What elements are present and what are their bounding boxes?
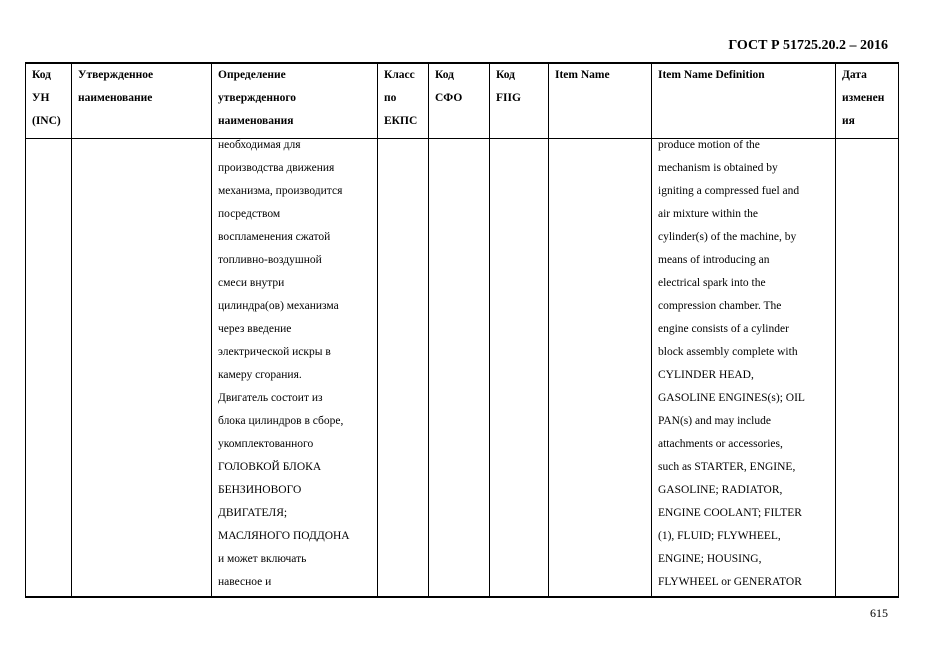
definition-en-line: GASOLINE ENGINES(s); OIL — [658, 392, 805, 404]
col-header-fiig-code — [490, 63, 549, 139]
cell-item-name-definition — [652, 139, 836, 598]
definition-en-line: air mixture within the — [658, 208, 758, 220]
header-line: Item Name — [555, 69, 610, 81]
col-header-class-ekps — [378, 63, 429, 139]
definition-ru-line: БЕНЗИНОВОГО — [218, 484, 302, 496]
definition-ru-line: блока цилиндров в сборе, — [218, 415, 344, 427]
definition-en-line: attachments or accessories, — [658, 438, 783, 450]
definition-ru-line: воспламенения сжатой — [218, 231, 331, 243]
cell-item-name — [549, 139, 652, 598]
definition-ru-line: ДВИГАТЕЛЯ; — [218, 507, 288, 519]
definition-ru-line: и может включать — [218, 553, 307, 565]
header-line: Код — [32, 69, 52, 81]
definition-ru-line: цилиндра(ов) механизма — [218, 300, 339, 312]
header-line: по — [384, 92, 397, 104]
cell-approved-name — [72, 139, 212, 598]
header-line: Дата — [842, 69, 867, 81]
definition-en-line: ENGINE; HOUSING, — [658, 553, 762, 565]
header-line: изменен — [842, 92, 885, 104]
header-line: наименования — [218, 115, 294, 127]
definition-ru-line: смеси внутри — [218, 277, 285, 289]
col-header-inc — [26, 63, 72, 139]
definition-ru-line: электрической искры в — [218, 346, 331, 358]
definition-en-line: FLYWHEEL or GENERATOR — [658, 576, 802, 588]
definition-en-line: electrical spark into the — [658, 277, 766, 289]
definition-ru-line: через введение — [218, 323, 292, 335]
cell-class-ekps — [378, 139, 429, 598]
definition-ru-line: камеру сгорания. — [218, 369, 302, 381]
cell-sfo-code — [429, 139, 490, 598]
table-header-row — [26, 63, 899, 139]
definition-en-line: mechanism is obtained by — [658, 162, 778, 174]
definition-en-line: produce motion of the — [658, 139, 760, 151]
header-line: ЕКПС — [384, 115, 418, 127]
header-line: ия — [842, 115, 855, 127]
definition-ru-line: МАСЛЯНОГО ПОДДОНА — [218, 530, 350, 542]
definition-ru-line: ГОЛОВКОЙ БЛОКА — [218, 461, 322, 473]
definition-en-line: block assembly complete with — [658, 346, 798, 358]
header-line: СФО — [435, 92, 463, 104]
header-line: Код — [435, 69, 455, 81]
header-line: Код — [496, 69, 516, 81]
header-line: Класс — [384, 69, 415, 81]
classification-table — [25, 62, 899, 598]
definition-en-line: PAN(s) and may include — [658, 415, 771, 427]
col-header-item-name-definition — [652, 63, 836, 139]
definition-en-line: igniting a compressed fuel and — [658, 185, 800, 197]
definition-en-line: cylinder(s) of the machine, by — [658, 231, 797, 243]
header-line: утвержденного — [218, 92, 297, 104]
header-line: FIIG — [496, 92, 521, 104]
definition-en-line: (1), FLUID; FLYWHEEL, — [658, 530, 781, 542]
definition-ru-line: Двигатель состоит из — [218, 392, 323, 404]
cell-inc — [26, 139, 72, 598]
cell-change-date — [836, 139, 899, 598]
definition-en-line: such as STARTER, ENGINE, — [658, 461, 796, 473]
definition-ru-line: посредством — [218, 208, 281, 220]
header-line: Утвержденное — [78, 69, 154, 81]
document-standard-header: ГОСТ Р 51725.20.2 – 2016 — [728, 38, 888, 53]
definition-ru-line: производства движения — [218, 162, 335, 174]
definition-en-line: CYLINDER HEAD, — [658, 369, 754, 381]
definition-ru-line: топливно-воздушной — [218, 254, 322, 266]
table-row — [26, 139, 899, 598]
definition-ru-line: навесное и — [218, 576, 272, 588]
header-line: наименование — [78, 92, 153, 104]
page-number: 615 — [870, 606, 888, 620]
col-header-approved-name — [72, 63, 212, 139]
header-line: Определение — [218, 69, 286, 81]
definition-en-line: ENGINE COOLANT; FILTER — [658, 507, 802, 519]
cell-fiig-code — [490, 139, 549, 598]
definition-ru-line: необходимая для — [218, 139, 301, 151]
header-line: (INC) — [32, 115, 61, 127]
col-header-item-name — [549, 63, 652, 139]
cell-definition-ru — [212, 139, 378, 598]
definition-en-line: engine consists of a cylinder — [658, 323, 789, 335]
col-header-change-date — [836, 63, 899, 139]
col-header-definition-ru — [212, 63, 378, 139]
definition-en-line: GASOLINE; RADIATOR, — [658, 484, 783, 496]
definition-ru-line: механизма, производится — [218, 185, 343, 197]
col-header-sfo-code — [429, 63, 490, 139]
header-line: Item Name Definition — [658, 69, 765, 81]
definition-ru-line: укомплектованного — [218, 438, 314, 450]
definition-en-line: means of introducing an — [658, 254, 770, 266]
definition-en-line: compression chamber. The — [658, 300, 782, 312]
header-line: УН — [32, 92, 50, 104]
